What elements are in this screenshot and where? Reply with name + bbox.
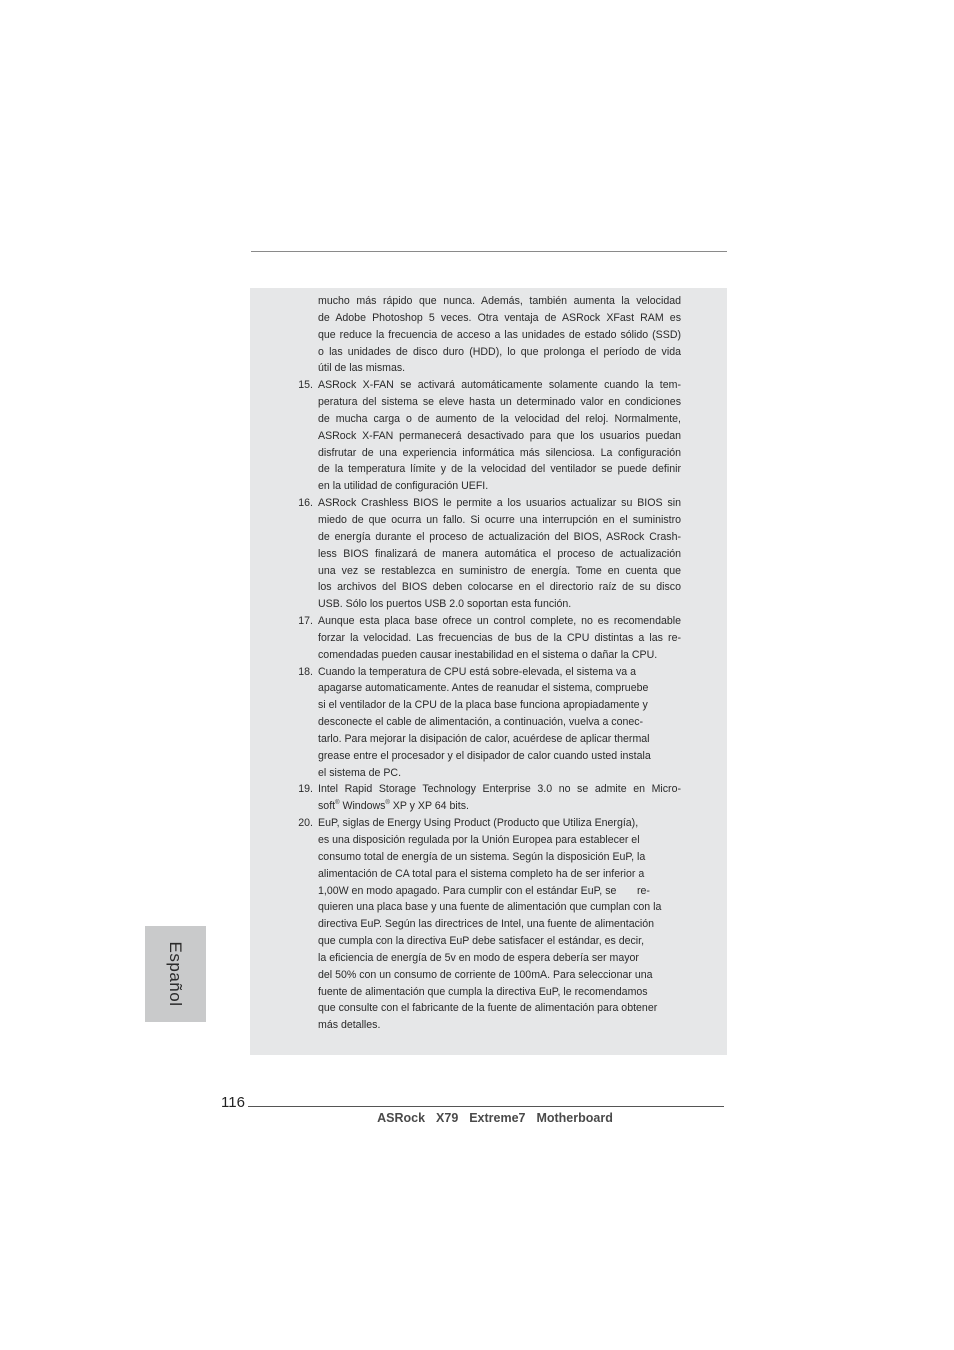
note-line <box>318 798 681 815</box>
note-line: que cumpla con la directiva EuP debe satisfacer el estándar, es decir, <box>318 935 645 948</box>
note-item-19 <box>250 781 727 815</box>
note-line: alimentación de CA total para el sistema completo ha de ser inferior a <box>318 867 645 880</box>
note-line: Cuando la temperatura de CPU está sobre-elevada, el sistema va a <box>318 665 636 678</box>
note-item-17 <box>250 613 727 664</box>
note-line: ASRock X-FAN permanecerá desactivado para que los usuarios puedan <box>318 429 681 442</box>
language-tab <box>145 926 206 1022</box>
note-line: disfrutar de una experiencia informática más silenciosa. La configuración <box>318 446 681 459</box>
note-continuation <box>250 293 727 377</box>
note-text: Windows <box>339 800 386 813</box>
note-line: útil de las mismas. <box>318 362 406 375</box>
page-number: 116 <box>221 1094 245 1111</box>
registered-mark: ® <box>385 800 390 807</box>
note-line: de energía durante el proceso de actualización del BIOS, ASRock Crash- <box>318 530 681 543</box>
note-number: 19. <box>298 783 313 796</box>
note-line: es una disposición regulada por la Unión Europea para establecer el <box>318 834 640 846</box>
note-line: Intel Rapid Storage Technology Enterprise 3.0 no se admite en Micro- <box>318 783 681 796</box>
note-line: Aunque esta placa base ofrece un control complete, no es recomendable <box>318 615 681 628</box>
note-line: mucho más rápido que nunca. Además, también aumenta la velocidad <box>318 295 681 307</box>
note-item-15 <box>250 377 727 495</box>
note-line: apagarse automaticamente. Antes de reanudar el sistema, compruebe <box>318 682 649 695</box>
note-line: fuente de alimentación que cumpla la directiva EuP, le recomendamos <box>318 985 648 998</box>
note-line: grease entre el procesador y el disipador de calor cuando usted instala <box>318 749 651 762</box>
note-line: o las unidades de disco duro (HDD), lo que prolonga el período de vida <box>318 345 681 358</box>
note-line: quieren una placa base y una fuente de alimentación que cumplan con la <box>318 901 662 914</box>
note-line: 1,00W en modo apagado. Para cumplir con el estándar EuP, se re- <box>318 884 650 897</box>
note-line: una vez se restablezca en suministro de energía. Tome en cuenta que <box>318 564 681 577</box>
note-line: los archivos del BIOS deben colocarse en el directorio raíz de su disco <box>318 581 681 594</box>
note-number: 20. <box>298 817 313 830</box>
note-line: de mucha carga o de aumento de la velocidad del reloj. Normalmente, <box>318 412 681 425</box>
note-line: de Adobe Photoshop 5 veces. Otra ventaja de ASRock XFast RAM es <box>318 311 681 324</box>
note-line: EuP, siglas de Energy Using Product (Producto que Utiliza Energía), <box>318 817 639 830</box>
note-line: en la utilidad de configuración UEFI. <box>318 480 489 493</box>
note-line: desconecte el cable de alimentación, a continuación, vuelva a conec- <box>318 716 644 729</box>
note-line: forzar la velocidad. Las frecuencias de bus de la CPU distintas a las re- <box>318 631 681 644</box>
note-line: comendadas pueden causar inestabilidad en el sistema o dañar la CPU. <box>318 648 658 661</box>
note-item-16 <box>250 495 727 613</box>
footer-title: ASRock X79 Extreme7 Motherboard <box>377 1111 613 1125</box>
note-line: miedo de que ocurra un fallo. Si ocurre una interrupción en el suministro <box>318 513 681 526</box>
note-line: de la temperatura límite y de la velocidad del ventilador se puede definir <box>318 463 681 476</box>
note-line: ASRock X-FAN se activará automáticamente solamente cuando la tem- <box>318 379 681 392</box>
note-line: que reduce la frecuencia de acceso a las unidades de estado sólido (SSD) <box>318 328 681 341</box>
note-line: USB. Sólo los puertos USB 2.0 soportan esta función. <box>318 598 572 611</box>
note-number: 18. <box>298 665 313 678</box>
note-text: soft <box>318 800 336 813</box>
note-number: 16. <box>298 497 313 510</box>
note-text: XP y XP 64 bits. <box>389 800 469 813</box>
note-line: si el ventilador de la CPU de la placa base funciona apropiadamente y <box>318 699 648 712</box>
note-line: más detalles. <box>318 1019 381 1032</box>
notes-list <box>250 293 727 1034</box>
note-line: tarlo. Para mejorar la disipación de calor, acuérdese de aplicar thermal <box>318 732 650 745</box>
note-line: directiva EuP. Según las directrices de Intel, una fuente de alimentación <box>318 918 655 931</box>
registered-mark: ® <box>335 800 340 807</box>
note-item-18 <box>250 664 727 782</box>
note-number: 17. <box>298 615 313 628</box>
note-line: ASRock Crashless BIOS le permite a los usuarios actualizar su BIOS sin <box>318 497 681 510</box>
language-tab-label: Español <box>166 941 185 1007</box>
notes-panel <box>250 288 727 1055</box>
note-line: que consulte con el fabricante de la fuente de alimentación para obtener <box>318 1002 658 1015</box>
note-line: del 50% con un consumo de corriente de 100mA. Para seleccionar una <box>318 968 653 981</box>
header-rule <box>251 251 727 252</box>
note-number: 15. <box>298 379 313 392</box>
note-line: la eficiencia de energía de 5v en modo de espera debería ser mayor <box>318 951 639 964</box>
note-line: el sistema de PC. <box>318 766 402 779</box>
note-item-20 <box>250 815 727 1034</box>
note-line: less BIOS finalizará de manera automática el proceso de actualización <box>318 547 681 560</box>
note-line: peratura del sistema se eleve hasta un determinado valor en condiciones <box>318 396 681 409</box>
note-line: consumo total de energía de un sistema. Según la disposición EuP, la <box>318 850 646 863</box>
footer-rule <box>248 1106 724 1107</box>
